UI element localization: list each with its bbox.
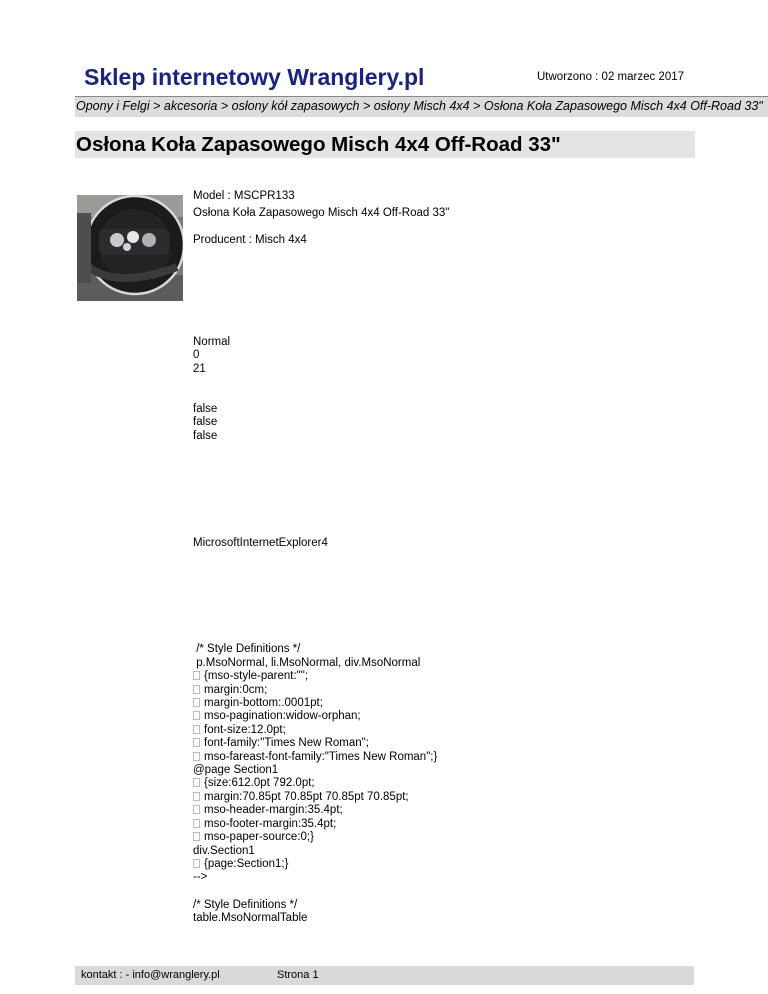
page-number: Strona 1 (277, 969, 319, 981)
text-line: mso-paper-source:0;} (193, 831, 437, 844)
tab-box-icon (193, 859, 200, 868)
text-line: margin:0cm; (193, 684, 437, 697)
text-line: {page:Section1;} (193, 858, 437, 871)
tab-box-icon (193, 685, 200, 694)
text-line: mso-fareast-font-family:"Times New Roman";} (193, 751, 437, 764)
product-producer: Producent : Misch 4x4 (193, 234, 307, 246)
text-line: {mso-style-parent:""; (193, 670, 437, 683)
tab-box-icon (193, 725, 200, 734)
tab-box-icon (193, 819, 200, 828)
text-line: margin:70.85pt 70.85pt 70.85pt 70.85pt; (193, 791, 437, 804)
text-line: Normal (193, 336, 231, 348)
footer-contact: kontakt : - info@wranglery.pl (81, 969, 220, 981)
text-line: --> (193, 871, 208, 884)
tab-box-icon (193, 711, 200, 720)
tab-box-icon (193, 698, 200, 707)
tab-box-icon (193, 778, 200, 787)
text-line: /* Style Definitions */ (193, 899, 298, 911)
product-model: Model : MSCPR133 (193, 190, 295, 202)
text-line: font-family:"Times New Roman"; (193, 737, 437, 750)
text-block-false (193, 403, 217, 443)
text-block-normal (193, 336, 230, 376)
text-line: p.MsoNormal, li.MsoNormal, div.MsoNormal (193, 656, 421, 669)
breadcrumb-text: Opony i Felgi > akcesoria > osłony kół zapasowych > osłony Misch 4x4 > Osłona Koła Zapasowego Misch 4x4 Off-Road 33" (76, 99, 763, 113)
tab-box-icon (193, 671, 200, 680)
shop-title: Sklep internetowy Wranglery.pl (84, 64, 425, 90)
text-line: false (193, 403, 218, 415)
style-definitions-block (193, 630, 437, 885)
breadcrumb (75, 96, 768, 117)
tab-box-icon (193, 832, 200, 841)
tab-box-icon (193, 792, 200, 801)
text-line: /* Style Definitions */ (193, 643, 301, 656)
tab-box-icon (193, 805, 200, 814)
text-line: false (193, 416, 218, 429)
text-line: font-size:12.0pt; (193, 724, 437, 737)
text-line: 0 (193, 349, 200, 362)
text-line: margin-bottom:.0001pt; (193, 697, 437, 710)
style-definitions-block-2 (193, 899, 307, 926)
tab-box-icon (193, 738, 200, 747)
text-line: @page Section1 (193, 764, 279, 777)
text-line: mso-header-margin:35.4pt; (193, 804, 437, 817)
text-block-ie4: MicrosoftInternetExplorer4 (193, 537, 328, 549)
text-line: false (193, 429, 218, 442)
text-line: 21 (193, 362, 206, 375)
product-title: Osłona Koła Zapasowego Misch 4x4 Off-Road 33" (75, 131, 695, 158)
product-name: Osłona Koła Zapasowego Misch 4x4 Off-Road 33" (193, 207, 450, 219)
product-image (77, 195, 183, 301)
text-line: {size:612.0pt 792.0pt; (193, 777, 437, 790)
footer (75, 966, 694, 985)
spare-wheel-cover-photo (77, 195, 183, 301)
text-line: table.MsoNormalTable (193, 912, 308, 925)
text-line: mso-footer-margin:35.4pt; (193, 818, 437, 831)
text-line: div.Section1 (193, 844, 255, 857)
tab-box-icon (193, 752, 200, 761)
text-line: mso-pagination:widow-orphan; (193, 710, 437, 723)
created-date: Utworzono : 02 marzec 2017 (537, 71, 685, 83)
